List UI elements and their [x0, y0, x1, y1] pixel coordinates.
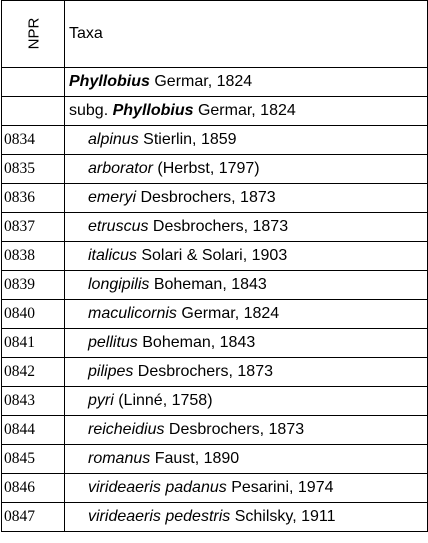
taxon-name: italicus	[88, 247, 137, 264]
taxon-name: arborator	[88, 160, 153, 177]
taxon-cell	[65, 503, 428, 532]
taxon-cell	[65, 271, 428, 300]
taxon-cell	[65, 242, 428, 271]
taxon-author: Faust, 1890	[150, 450, 240, 467]
npr-cell: 0843	[2, 387, 65, 416]
npr-cell: 0845	[2, 445, 65, 474]
taxon-name: virideaeris padanus	[88, 479, 227, 496]
taxon-author: (Linné, 1758)	[113, 392, 213, 409]
table-row	[2, 242, 428, 271]
taxon-author: Desbrochers, 1873	[148, 218, 289, 235]
taxon-cell	[65, 68, 428, 97]
taxa-header-cell	[65, 1, 428, 68]
npr-cell	[2, 68, 65, 97]
header-row	[2, 1, 428, 68]
npr-cell: 0840	[2, 300, 65, 329]
taxon-author: Desbrochers, 1873	[136, 189, 276, 206]
taxon-author: (Herbst, 1797)	[152, 160, 260, 177]
taxon-author: Germar, 1824	[193, 102, 296, 119]
taxon-author: Germar, 1824	[149, 73, 253, 90]
table-row	[2, 358, 428, 387]
taxon-name: pyri	[88, 392, 114, 409]
taxon-name: reicheidius	[88, 421, 165, 438]
taxon-name: alpinus	[88, 131, 139, 148]
taxon-name: virideaeris pedestris	[88, 508, 231, 525]
table-row	[2, 271, 428, 300]
table-row	[2, 126, 428, 155]
npr-cell: 0842	[2, 358, 65, 387]
table-row	[2, 184, 428, 213]
taxon-name: romanus	[88, 450, 151, 467]
taxon-cell	[65, 213, 428, 242]
taxon-name: etruscus	[88, 218, 149, 235]
taxon-rank-prefix: subg.	[69, 102, 113, 119]
taxon-name: pellitus	[88, 334, 138, 351]
taxon-author: Schilsky, 1911	[230, 508, 336, 525]
npr-cell: 0841	[2, 329, 65, 358]
npr-cell: 0838	[2, 242, 65, 271]
taxon-name: Phyllobius	[69, 73, 150, 90]
npr-cell: 0844	[2, 416, 65, 445]
npr-cell: 0835	[2, 155, 65, 184]
table-row	[2, 68, 428, 97]
table-row	[2, 97, 428, 126]
table-row	[2, 416, 428, 445]
npr-cell: 0847	[2, 503, 65, 532]
taxon-cell	[65, 184, 428, 213]
taxon-cell	[65, 474, 428, 503]
taxon-author: Desbrochers, 1873	[133, 363, 273, 380]
taxon-author: Solari & Solari, 1903	[136, 247, 288, 264]
taxon-name: Phyllobius	[112, 102, 194, 119]
taxon-cell	[65, 155, 428, 184]
table-row	[2, 474, 428, 503]
table-row	[2, 155, 428, 184]
npr-header-cell	[2, 1, 65, 68]
taxon-cell	[65, 416, 428, 445]
taxon-author: Stierlin, 1859	[138, 131, 237, 148]
taxon-cell	[65, 387, 428, 416]
taxon-name: emeryi	[88, 189, 137, 206]
table-row	[2, 213, 428, 242]
taxon-author: Boheman, 1843	[137, 334, 256, 351]
table-row	[2, 503, 428, 532]
taxon-cell	[65, 300, 428, 329]
table-row	[2, 445, 428, 474]
taxa-table	[1, 0, 428, 532]
npr-cell: 0846	[2, 474, 65, 503]
taxa-table-body	[2, 1, 428, 532]
taxon-author: Boheman, 1843	[149, 276, 267, 293]
taxon-cell	[65, 97, 428, 126]
npr-header: NPR	[25, 17, 43, 50]
taxon-name: maculicornis	[88, 305, 177, 322]
taxon-name: longipilis	[88, 276, 150, 293]
taxon-cell	[65, 445, 428, 474]
table-row	[2, 300, 428, 329]
taxon-cell	[65, 358, 428, 387]
npr-cell: 0837	[2, 213, 65, 242]
table-row	[2, 387, 428, 416]
npr-cell: 0839	[2, 271, 65, 300]
table-row	[2, 329, 428, 358]
npr-cell: 0836	[2, 184, 65, 213]
npr-cell	[2, 97, 65, 126]
taxa-header: Taxa	[69, 25, 103, 42]
taxon-name: pilipes	[88, 363, 134, 380]
taxon-author: Desbrochers, 1873	[164, 421, 305, 438]
taxon-cell	[65, 329, 428, 358]
npr-cell: 0834	[2, 126, 65, 155]
taxon-author: Germar, 1824	[176, 305, 280, 322]
taxon-author: Pesarini, 1974	[226, 479, 334, 496]
taxon-cell	[65, 126, 428, 155]
